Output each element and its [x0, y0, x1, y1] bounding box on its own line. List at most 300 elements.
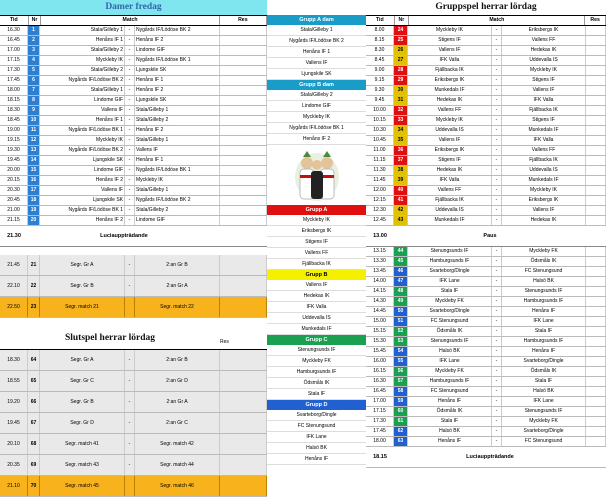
match-number: 17 — [28, 186, 40, 195]
match-time: 18.15 — [0, 96, 28, 105]
group-match-row[interactable] — [366, 56, 606, 66]
home-team: Lindome GIF — [40, 166, 125, 175]
result-cell[interactable] — [220, 371, 267, 391]
result-cell[interactable] — [220, 156, 267, 165]
away-team: Henåns IF 1 — [135, 76, 220, 85]
group-team: Stala/Gilleby 1 — [267, 25, 366, 36]
result-cell[interactable] — [586, 247, 606, 256]
separator: - — [492, 307, 502, 316]
match-number: 16 — [28, 176, 40, 185]
group-team: Ödsmåls IK — [267, 378, 366, 389]
group-b-dam-header: Grupp B dam — [267, 80, 366, 90]
match-time: 19.45 — [0, 156, 28, 165]
group-team: Vallens IF — [267, 58, 366, 69]
match-number: 15 — [28, 166, 40, 175]
group-match-row[interactable] — [366, 26, 606, 36]
result-cell[interactable] — [586, 106, 606, 115]
group-team: Myckleby IK — [267, 215, 366, 226]
final-row[interactable] — [0, 297, 267, 318]
match-time: 17.00 — [0, 46, 28, 55]
group-match-row[interactable] — [366, 196, 606, 206]
group-team: Stenungsunds IF — [267, 345, 366, 356]
group-team: Stala IF — [267, 389, 366, 400]
group-match-row[interactable] — [366, 96, 606, 106]
match-time: 11.30 — [366, 166, 394, 175]
match-time: 16.15 — [366, 367, 394, 376]
group-match-row[interactable] — [366, 66, 606, 76]
result-cell[interactable] — [586, 377, 606, 386]
result-cell[interactable] — [220, 350, 267, 370]
match-number: 52 — [394, 327, 408, 336]
match-row[interactable] — [0, 455, 267, 476]
result-cell[interactable] — [220, 146, 267, 155]
match-row[interactable] — [0, 350, 267, 371]
home-team: Vallens IF — [40, 106, 125, 115]
result-cell[interactable] — [586, 257, 606, 266]
group-match-row[interactable] — [366, 257, 606, 267]
result-cell[interactable] — [586, 86, 606, 95]
group-match-row[interactable] — [366, 277, 606, 287]
group-match-row[interactable] — [366, 417, 606, 427]
separator: - — [125, 136, 135, 145]
match-row[interactable] — [0, 146, 267, 156]
separator: - — [125, 371, 135, 391]
match-time: 10.45 — [366, 136, 394, 145]
result-cell[interactable] — [586, 437, 606, 446]
result-cell[interactable] — [586, 56, 606, 65]
match-number: 24 — [394, 26, 408, 35]
match-number: 1 — [28, 26, 40, 35]
match-number: 44 — [394, 247, 408, 256]
group-match-row[interactable] — [366, 146, 606, 156]
match-row[interactable] — [0, 86, 267, 96]
group-match-row[interactable] — [366, 267, 606, 277]
result-cell[interactable] — [586, 367, 606, 376]
match-number: 25 — [394, 36, 408, 45]
group-match-row[interactable] — [366, 357, 606, 367]
result-cell[interactable] — [220, 66, 267, 75]
match-number: 53 — [394, 337, 408, 346]
result-cell[interactable] — [586, 176, 606, 185]
result-cell[interactable] — [586, 206, 606, 215]
group-match-row[interactable] — [366, 437, 606, 447]
match-time: 20.15 — [0, 176, 28, 185]
group-match-row[interactable] — [366, 176, 606, 186]
result-cell[interactable] — [586, 146, 606, 155]
result-cell[interactable] — [220, 56, 267, 65]
away-team: Stala/Gilleby 1 — [135, 186, 220, 195]
home-team: Stala IF — [408, 287, 492, 296]
separator: - — [492, 26, 502, 35]
match-number: 58 — [394, 387, 408, 396]
group-match-row[interactable] — [366, 166, 606, 176]
match-number: 63 — [394, 437, 408, 446]
match-row[interactable] — [0, 166, 267, 176]
away-team: FC Stenungsund — [502, 267, 586, 276]
match-number: 56 — [394, 367, 408, 376]
match-number: 54 — [394, 347, 408, 356]
lucia-text: Luciauppträdande — [100, 233, 148, 239]
group-match-row[interactable] — [366, 216, 606, 226]
separator: - — [492, 76, 502, 85]
match-row[interactable] — [0, 106, 267, 116]
group-d-header: Grupp D — [267, 400, 366, 410]
result-cell[interactable] — [220, 76, 267, 85]
result-cell[interactable] — [586, 36, 606, 45]
away-team: Svarteborg/Dingle — [502, 357, 586, 366]
match-number: 48 — [394, 287, 408, 296]
result-cell[interactable] — [586, 337, 606, 346]
result-cell[interactable] — [220, 255, 267, 275]
playoff-final-time: 21.10 — [0, 476, 28, 496]
result-cell[interactable] — [220, 106, 267, 115]
group-match-row[interactable] — [366, 76, 606, 86]
group-match-row[interactable] — [366, 106, 606, 116]
match-row[interactable] — [0, 66, 267, 76]
match-time: 20.45 — [0, 196, 28, 205]
away-team: Munkedals IF — [502, 176, 586, 185]
home-team: Vallens IF — [40, 186, 125, 195]
match-row[interactable] — [0, 126, 267, 136]
result-cell[interactable] — [586, 116, 606, 125]
result-cell[interactable] — [586, 267, 606, 276]
match-row[interactable] — [0, 255, 267, 276]
match-time: 20.10 — [0, 434, 28, 454]
result-cell[interactable] — [220, 166, 267, 175]
group-match-row[interactable] — [366, 387, 606, 397]
separator: - — [492, 377, 502, 386]
result-cell[interactable] — [586, 397, 606, 406]
group-b-list — [267, 280, 366, 335]
group-match-row[interactable] — [366, 156, 606, 166]
home-team: Uddevalla IS — [408, 206, 492, 215]
separator: - — [492, 176, 502, 185]
match-number: 47 — [394, 277, 408, 286]
title-damer-fredag: Damer fredag — [105, 2, 162, 12]
match-row[interactable] — [0, 136, 267, 146]
group-team: Uddevalla IS — [267, 313, 366, 324]
match-number: 21 — [28, 255, 40, 275]
match-time: 21.45 — [0, 255, 28, 275]
match-number: 7 — [28, 86, 40, 95]
match-time: 19.20 — [0, 392, 28, 412]
result-cell[interactable] — [220, 392, 267, 412]
group-match-row[interactable] — [366, 36, 606, 46]
away-team: Henåns IF 2 — [135, 126, 220, 135]
away-team: IFK Valla — [502, 136, 586, 145]
match-row[interactable] — [0, 96, 267, 106]
paus-text: Paus — [483, 233, 497, 239]
result-cell[interactable] — [220, 116, 267, 125]
match-row[interactable] — [0, 156, 267, 166]
home-team: Vallens IF — [408, 136, 492, 145]
match-row[interactable] — [0, 56, 267, 66]
group-match-row[interactable] — [366, 186, 606, 196]
home-team: IFK Valla — [408, 176, 492, 185]
match-time: 19.30 — [0, 146, 28, 155]
separator: - — [125, 186, 135, 195]
result-cell[interactable] — [586, 277, 606, 286]
away-team: Stigens IF — [502, 116, 586, 125]
result-cell[interactable] — [586, 46, 606, 55]
group-team: Fjällbacka IK — [267, 259, 366, 270]
paus-row — [366, 226, 606, 247]
group-match-row[interactable] — [366, 307, 606, 317]
playoff-final-home: Segr. match 45 — [40, 476, 125, 496]
result-cell[interactable] — [220, 186, 267, 195]
result-cell[interactable] — [220, 46, 267, 55]
away-team: Stala/Gilleby 2 — [135, 116, 220, 125]
result-cell[interactable] — [220, 96, 267, 105]
away-team: Segr. match 44 — [135, 455, 220, 475]
away-team: IFK Lane — [502, 397, 586, 406]
playoff-final-row[interactable] — [0, 476, 267, 497]
match-row[interactable] — [0, 413, 267, 434]
result-cell[interactable] — [220, 455, 267, 475]
group-team: Henåns IF 2 — [267, 134, 366, 145]
match-row[interactable] — [0, 176, 267, 186]
away-team: Fjällbacka IK — [502, 106, 586, 115]
match-number: 22 — [28, 276, 40, 296]
away-team: Vallens IF — [502, 206, 586, 215]
result-cell[interactable] — [220, 206, 267, 215]
group-team: Vallens FF — [267, 248, 366, 259]
away-team: Munkedals IF — [502, 126, 586, 135]
match-time: 21.00 — [0, 206, 28, 215]
match-row[interactable] — [0, 206, 267, 216]
group-match-row[interactable] — [366, 126, 606, 136]
away-team: Uddevalla IS — [502, 56, 586, 65]
match-number: 59 — [394, 397, 408, 406]
away-team: Nygårds IF/Lödöse BK 2 — [135, 196, 220, 205]
friday-matches — [0, 26, 267, 226]
result-cell[interactable] — [586, 136, 606, 145]
group-c-header: Grupp C — [267, 335, 366, 345]
group-match-row[interactable] — [366, 247, 606, 257]
result-cell[interactable] — [220, 126, 267, 135]
lucia-row — [0, 226, 267, 247]
group-match-row[interactable] — [366, 86, 606, 96]
result-cell[interactable] — [220, 136, 267, 145]
group-match-row[interactable] — [366, 367, 606, 377]
groups-panel — [267, 0, 366, 465]
match-time: 14.30 — [366, 297, 394, 306]
result-cell[interactable] — [586, 287, 606, 296]
group-team: Henåns IF 1 — [267, 47, 366, 58]
match-row[interactable] — [0, 186, 267, 196]
group-match-row[interactable] — [366, 347, 606, 357]
home-team: Vallens FF — [408, 106, 492, 115]
result-cell[interactable] — [220, 216, 267, 225]
group-match-row[interactable] — [366, 206, 606, 216]
match-number: 10 — [28, 116, 40, 125]
group-team: Henåns IF — [267, 454, 366, 465]
result-cell[interactable] — [586, 26, 606, 35]
match-time: 8.45 — [366, 56, 394, 65]
group-team: IFK Valla — [267, 302, 366, 313]
match-time: 16.45 — [366, 387, 394, 396]
group-match-row[interactable] — [366, 287, 606, 297]
match-number: 3 — [28, 46, 40, 55]
match-row[interactable] — [0, 46, 267, 56]
match-number: 68 — [28, 434, 40, 454]
result-cell[interactable] — [586, 76, 606, 85]
result-cell[interactable] — [220, 86, 267, 95]
home-team: Eriksbergs IK — [408, 76, 492, 85]
home-team: Henåns IF — [408, 437, 492, 446]
group-match-row[interactable] — [366, 427, 606, 437]
separator: - — [125, 434, 135, 454]
away-team: Henåns IF — [502, 347, 586, 356]
result-cell[interactable] — [220, 413, 267, 433]
group-match-row[interactable] — [366, 327, 606, 337]
result-cell[interactable] — [586, 417, 606, 426]
result-cell[interactable] — [586, 347, 606, 356]
group-match-row[interactable] — [366, 46, 606, 56]
final-res[interactable] — [220, 297, 267, 317]
group-match-row[interactable] — [366, 407, 606, 417]
result-cell[interactable] — [586, 66, 606, 75]
match-time: 18.00 — [366, 437, 394, 446]
group-b-header: Grupp B — [267, 270, 366, 280]
separator: - — [492, 136, 502, 145]
result-cell[interactable] — [586, 186, 606, 195]
separator: - — [492, 36, 502, 45]
separator: - — [492, 387, 502, 396]
match-row[interactable] — [0, 196, 267, 206]
away-team: Myckleby FK — [502, 417, 586, 426]
semifinal-matches — [0, 255, 267, 297]
result-cell[interactable] — [220, 434, 267, 454]
home-team: Munkedals IF — [408, 216, 492, 225]
match-time: 8.00 — [366, 26, 394, 35]
match-row[interactable] — [0, 434, 267, 455]
lucia-row-right — [366, 447, 606, 468]
group-match-row[interactable] — [366, 136, 606, 146]
left-header-row — [0, 15, 267, 26]
match-number: 66 — [28, 392, 40, 412]
home-team: Stala/Gilleby 1 — [40, 26, 125, 35]
left-panel — [0, 0, 267, 497]
lucia-right-text: Luciauppträdande — [466, 454, 514, 460]
match-row[interactable] — [0, 392, 267, 413]
away-team: Hamburgsunds IF — [502, 337, 586, 346]
result-cell[interactable] — [586, 387, 606, 396]
match-time: 14.45 — [366, 307, 394, 316]
match-time: 10.15 — [366, 116, 394, 125]
right-header-row — [366, 15, 606, 26]
separator: - — [125, 46, 135, 55]
result-cell[interactable] — [220, 196, 267, 205]
result-cell[interactable] — [586, 166, 606, 175]
match-time: 8.30 — [366, 46, 394, 55]
result-cell[interactable] — [586, 297, 606, 306]
away-team: Nygårds IF/Lödöse BK 2 — [135, 26, 220, 35]
final-nr: 23 — [28, 297, 40, 317]
separator: - — [125, 413, 135, 433]
result-cell[interactable] — [586, 407, 606, 416]
home-team: Segr. Gr C — [40, 371, 125, 391]
group-b-dam-list — [267, 90, 366, 145]
result-cell[interactable] — [586, 216, 606, 225]
separator: - — [492, 116, 502, 125]
match-time: 15.45 — [366, 347, 394, 356]
result-cell[interactable] — [586, 96, 606, 105]
match-number: 40 — [394, 186, 408, 195]
result-cell[interactable] — [220, 276, 267, 296]
home-team: Hedekas IK — [408, 96, 492, 105]
away-team: Stala IF — [502, 327, 586, 336]
match-row[interactable] — [0, 371, 267, 392]
result-cell[interactable] — [220, 26, 267, 35]
match-time: 13.15 — [366, 247, 394, 256]
separator: - — [492, 56, 502, 65]
result-cell[interactable] — [586, 427, 606, 436]
match-time: 17.15 — [0, 56, 28, 65]
group-match-row[interactable] — [366, 377, 606, 387]
home-team: Halsö BK — [408, 347, 492, 356]
separator: - — [125, 146, 135, 155]
away-team: Stala/Gilleby 1 — [135, 136, 220, 145]
group-match-row[interactable] — [366, 116, 606, 126]
result-cell[interactable] — [586, 196, 606, 205]
playoff-final-res[interactable] — [220, 476, 267, 496]
match-number: 38 — [394, 166, 408, 175]
match-number: 42 — [394, 206, 408, 215]
home-team: Nygårds IF/Lödöse BK 2 — [40, 76, 125, 85]
group-team: Myckleby IK — [267, 112, 366, 123]
separator: - — [125, 350, 135, 370]
result-cell[interactable] — [220, 176, 267, 185]
match-row[interactable] — [0, 76, 267, 86]
away-team: IFK Valla — [502, 96, 586, 105]
match-number: 55 — [394, 357, 408, 366]
result-cell[interactable] — [586, 126, 606, 135]
group-match-row[interactable] — [366, 337, 606, 347]
home-team: Segr. Gr B — [40, 392, 125, 412]
result-cell[interactable] — [220, 36, 267, 45]
home-team: IFK Valla — [408, 56, 492, 65]
match-number: 64 — [28, 350, 40, 370]
separator: - — [492, 397, 502, 406]
match-row[interactable] — [0, 36, 267, 46]
match-number: 11 — [28, 126, 40, 135]
result-cell[interactable] — [586, 307, 606, 316]
match-row[interactable] — [0, 276, 267, 297]
match-row[interactable] — [0, 116, 267, 126]
home-team: Stigens IF — [408, 156, 492, 165]
group-match-row[interactable] — [366, 397, 606, 407]
match-number: 13 — [28, 146, 40, 155]
col-tid: Tid — [0, 16, 29, 25]
separator: - — [492, 407, 502, 416]
home-team: FC Stenungsund — [408, 317, 492, 326]
result-cell[interactable] — [586, 357, 606, 366]
match-time: 9.45 — [366, 96, 394, 105]
playoff-final-away: Segr. match 46 — [135, 476, 220, 496]
match-number: 36 — [394, 146, 408, 155]
group-match-row[interactable] — [366, 297, 606, 307]
group-match-row[interactable] — [366, 317, 606, 327]
match-row[interactable] — [0, 26, 267, 36]
separator: - — [492, 287, 502, 296]
result-cell[interactable] — [586, 317, 606, 326]
home-team: Eriksbergs IK — [408, 146, 492, 155]
match-number: 49 — [394, 297, 408, 306]
match-row[interactable] — [0, 216, 267, 226]
result-cell[interactable] — [586, 327, 606, 336]
result-cell[interactable] — [586, 156, 606, 165]
